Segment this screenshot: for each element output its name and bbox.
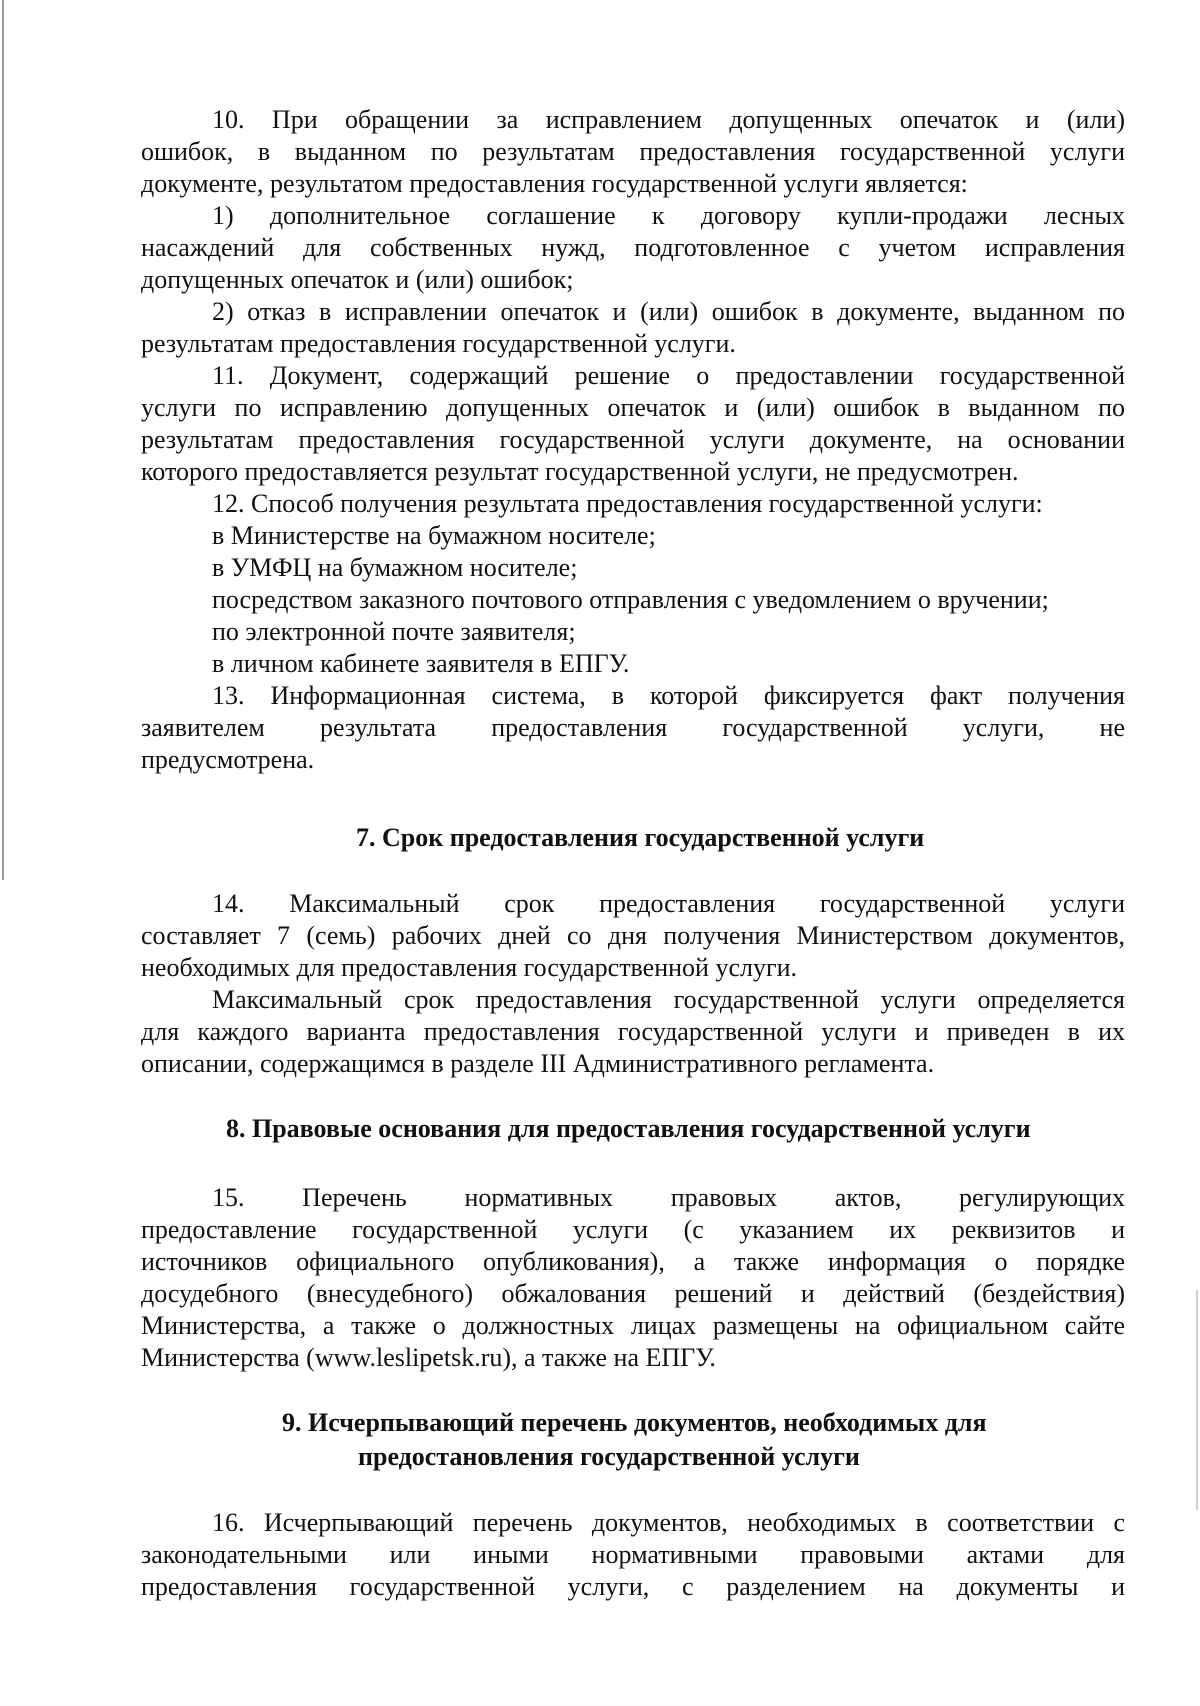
paragraph-line: заявителем результата предоставления государственной услуги, не [141,713,1125,742]
paragraph-line: источников официального опубликования), а также информация о порядке [141,1247,1125,1276]
scan-edge-line [1196,1290,1198,1510]
paragraph-line: документе, результатом предоставления государственной услуги является: [141,169,968,198]
paragraph-line: для каждого варианта предоставления государственной услуги и приведен в их [141,1017,1125,1046]
section-8-body [141,1182,1125,1374]
paragraph-line: 14. Максимальный срок предоставления государственной услуги [212,889,1125,918]
paragraph-line: 12. Способ получения результата предоставления государственной услуги: [212,489,1043,518]
list-item: в личном кабинете заявителя в ЕПГУ. [212,649,630,678]
paragraph-line: предусмотрена. [141,745,315,774]
section-7-body [141,888,1125,1080]
list-item: посредством заказного почтового отправления с уведомлением о вручении; [212,585,1049,614]
paragraph-line: 13. Информационная система, в которой фиксируется факт получения [212,681,1125,710]
paragraph-line: описании, содержащимся в разделе III Административного регламента. [141,1049,935,1078]
paragraph-line: законодательными или иными нормативными правовыми актами для [141,1540,1125,1569]
scan-edge-line [2,0,4,880]
section-heading-7: 7. Срок предоставления государственной услуги [356,823,925,852]
paragraph-line: ошибок, в выданном по результатам предоставления государственной услуги [141,137,1125,166]
paragraph-line: предоставления государственной услуги, с разделением на документы и [141,1572,1125,1601]
list-item: по электронной почте заявителя; [212,617,576,646]
paragraph-line: предоставление государственной услуги (с указанием их реквизитов и [141,1215,1125,1244]
section-9-body [141,1507,1125,1603]
paragraph-line: необходимых для предоставления государственной услуги. [141,953,798,982]
paragraph-line: 15. Перечень нормативных правовых актов, регулирующих [212,1183,1125,1212]
paragraph-line: Министерства, а также о должностных лицах размещены на официальном сайте [141,1311,1125,1340]
list-item: в Министерстве на бумажном носителе; [212,521,656,550]
list-item: в УМФЦ на бумажном носителе; [212,553,578,582]
paragraph-line: досудебного (внесудебного) обжалования решений и действий (бездействия) [141,1279,1125,1308]
section-items-10-13 [141,104,1125,776]
paragraph-line: 11. Документ, содержащий решение о предоставлении государственной [212,361,1125,390]
paragraph-line: результатам предоставления государственной услуги. [141,329,736,358]
paragraph-line: насаждений для собственных нужд, подготовленное с учетом исправления [141,233,1125,262]
paragraph-line: допущенных опечаток и (или) ошибок; [141,265,574,294]
paragraph-line: составляет 7 (семь) рабочих дней со дня получения Министерством документов, [141,921,1125,950]
paragraph-line: 10. При обращении за исправлением допущенных опечаток и (или) [212,105,1125,134]
paragraph-line: результатам предоставления государственной услуги документе, на основании [141,425,1125,454]
paragraph-line: 16. Исчерпывающий перечень документов, необходимых в соответствии с [212,1508,1125,1537]
section-heading-9-cont: предостановления государственной услуги [358,1442,860,1471]
section-heading-9: 9. Исчерпывающий перечень документов, необходимых для [282,1408,987,1437]
paragraph-line: Министерства (www.leslipetsk.ru), а также на ЕПГУ. [141,1343,716,1372]
paragraph-line: которого предоставляется результат государственной услуги, не предусмотрен. [141,457,1019,486]
paragraph-line: 2) отказ в исправлении опечаток и (или) ошибок в документе, выданном по [212,297,1125,326]
section-heading-8: 8. Правовые основания для предоставления государственной услуги [226,1114,1031,1143]
paragraph-line: Максимальный срок предоставления государственной услуги определяется [212,985,1125,1014]
paragraph-line: 1) дополнительное соглашение к договору купли-продажи лесных [212,201,1125,230]
paragraph-line: услуги по исправлению допущенных опечаток и (или) ошибок в выданном по [141,393,1125,422]
